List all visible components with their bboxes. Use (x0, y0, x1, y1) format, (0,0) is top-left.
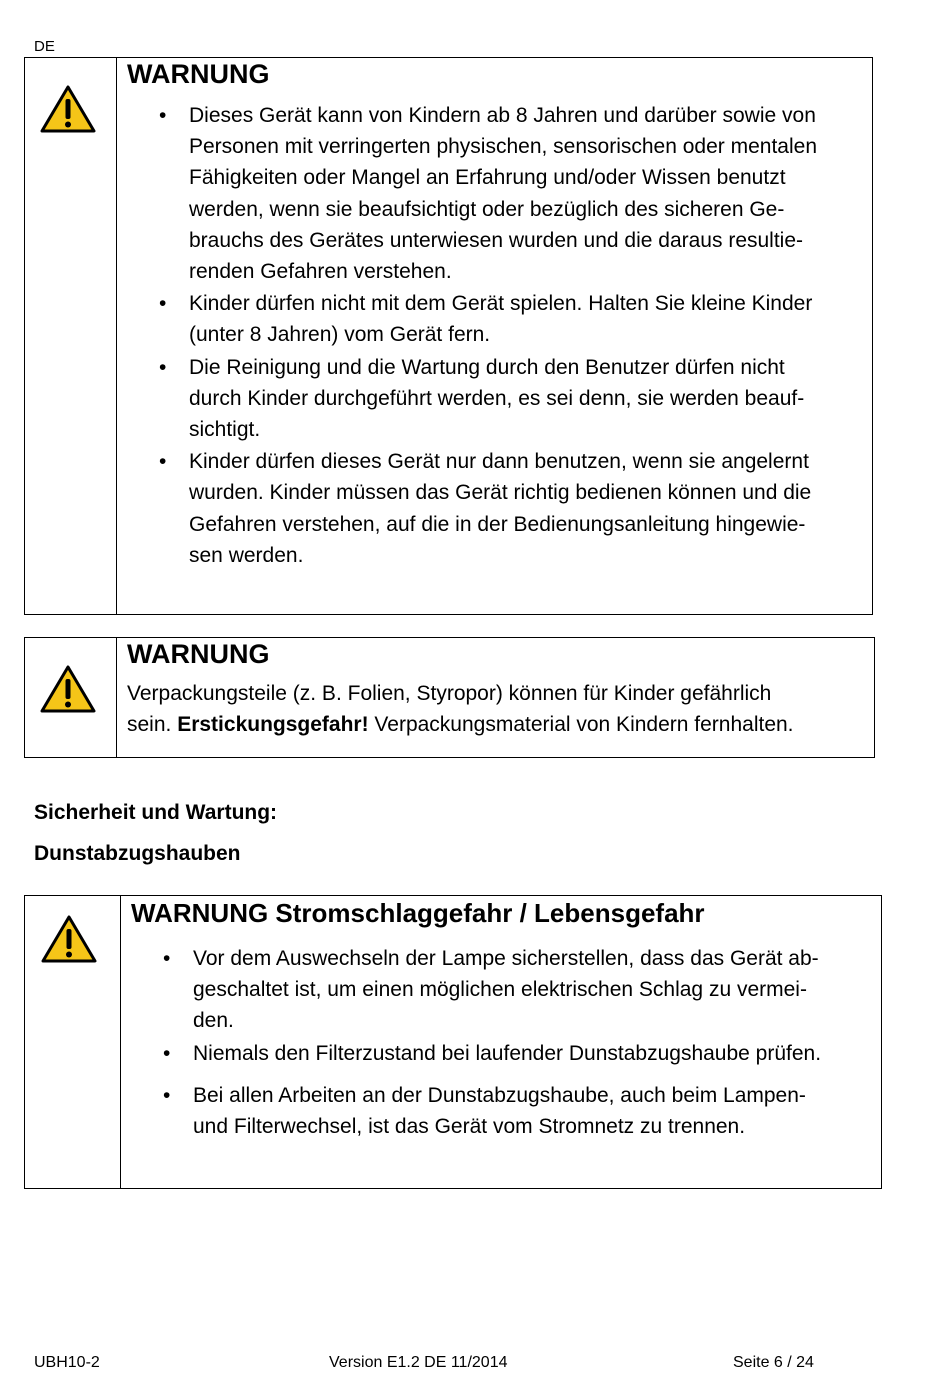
list-item: • Bei allen Arbeiten an der Dunstabzugshaube, auch beim Lampen- und Filterwechsel, ist das Gerät vom Stromnetz zu trennen. (163, 1083, 806, 1139)
warning-box-electric (24, 895, 882, 1189)
list-item: • Die Reinigung und die Wartung durch den Benutzer dürfen nicht durch Kinder durchgeführt werden, es sei denn, sie werden beauf- sichtigt. (159, 355, 805, 442)
footer-document-id: UBH10-2 (34, 1354, 100, 1371)
warning-list (131, 943, 881, 1142)
list-item: • Kinder dürfen dieses Gerät nur dann benutzen, wenn sie angelernt wurden. Kinder müssen das Gerät richtig bedienen können und die Gefahren verstehen, auf die in der Bedienungsanleitung hingewie- sen werden. (159, 450, 812, 567)
footer-version: Version E1.2 DE 11/2014 (329, 1354, 508, 1371)
suffocation-warning: Erstickungsgefahr! (177, 713, 369, 737)
language-code: DE (34, 38, 55, 55)
section-subheading: Dunstabzugshauben (34, 842, 241, 865)
section-heading: Sicherheit und Wartung: (34, 801, 278, 824)
warning-title: WARNUNG Stromschlaggefahr / Lebensgefahr (131, 898, 705, 928)
warning-box-children (24, 57, 873, 615)
warning-triangle-icon (39, 84, 97, 134)
warning-title: WARNUNG (127, 59, 270, 89)
list-item: • Vor dem Auswechseln der Lampe sicherstellen, dass das Gerät ab- geschaltet ist, um einen möglichen elektrischen Schlag zu vermei- den. (163, 947, 819, 1033)
warning-triangle-icon (40, 914, 98, 964)
list-item: • Niemals den Filterzustand bei laufender Dunstabzugshaube prüfen. (163, 1041, 822, 1065)
warning-triangle-icon (39, 664, 97, 714)
warning-text: Verpackungsteile (z. B. Folien, Styropor) können für Kinder gefährlich sein. Erstickungsgefahr! Verpackungsmaterial von Kindern fernhalten. (127, 682, 794, 737)
warning-title: WARNUNG (127, 639, 270, 669)
footer-page-number: Seite 6 / 24 (733, 1354, 814, 1371)
list-item: • Kinder dürfen nicht mit dem Gerät spielen. Halten Sie kleine Kinder (unter 8 Jahren) vom Gerät fern. (159, 292, 813, 347)
list-item: • Dieses Gerät kann von Kindern ab 8 Jahren und darüber sowie von Personen mit verringerten physischen, sensorischen oder mentalen Fähigkeiten oder Mangel an Erfahrung und/oder Wissen benutzt werden, wenn sie beaufsichtigt oder bezüglich des sicheren Ge- brauchs des Gerätes unterwiesen wurden und die daraus resultie- renden Gefahren verstehen. (159, 104, 818, 284)
warning-box-packaging (24, 637, 875, 758)
warning-list (127, 100, 872, 571)
